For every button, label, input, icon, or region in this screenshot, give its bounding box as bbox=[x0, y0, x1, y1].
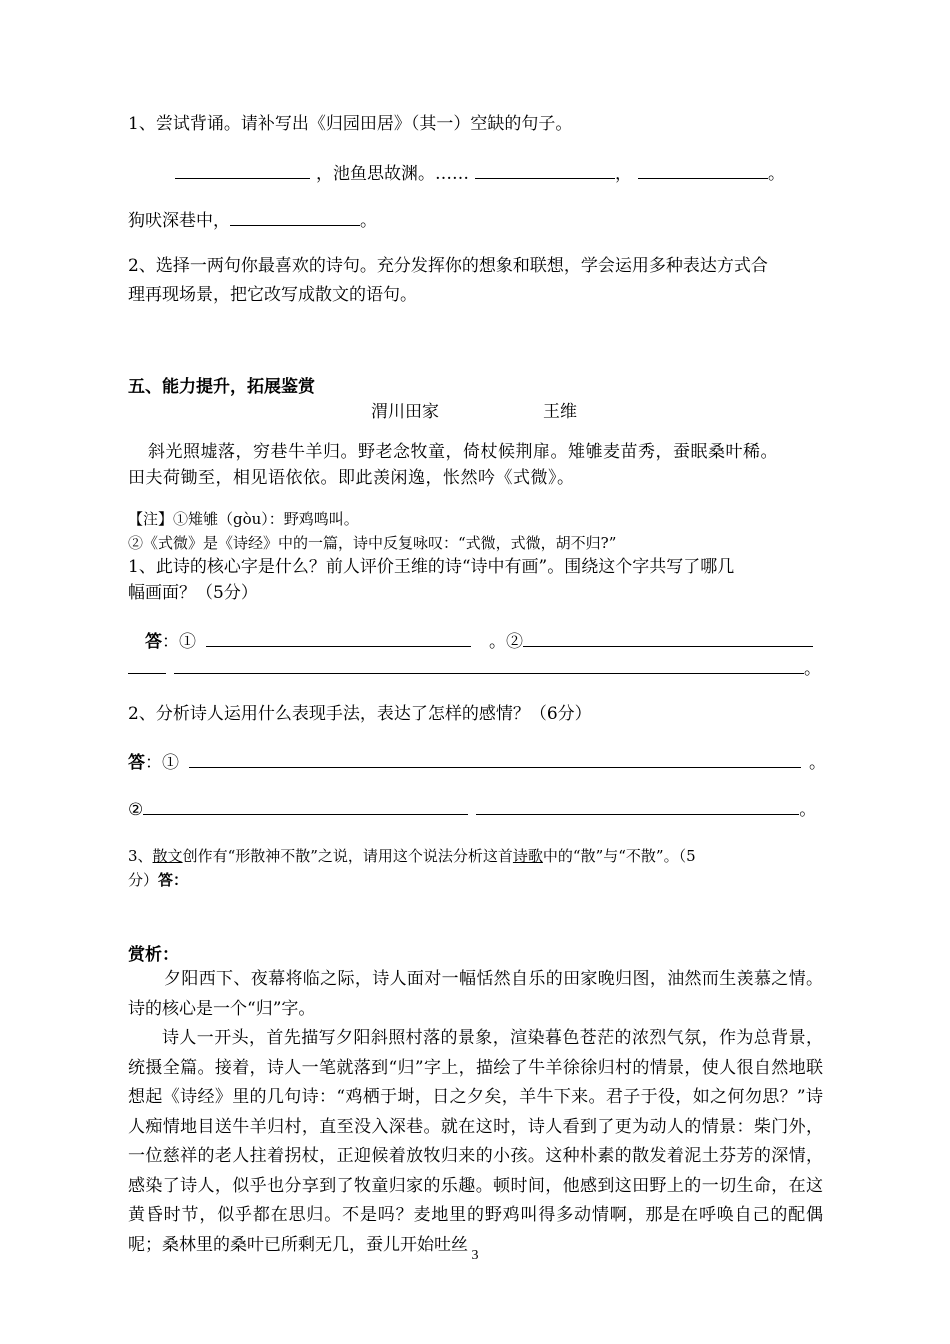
poem-author: 王维 bbox=[543, 402, 577, 422]
q3-word-poem: 诗歌 bbox=[512, 847, 543, 865]
question-2: 2、分析诗人运用什么表现手法，表达了怎样的感情？（6分） bbox=[128, 704, 592, 724]
fill-text-mid: ，池鱼思故渊。…… bbox=[316, 164, 469, 184]
dog-line-end: 。 bbox=[360, 211, 377, 231]
question-1-line1: 1、此诗的核心字是什么？前人评价王维的诗“诗中有画”。围绕这个字共写了哪几 bbox=[128, 557, 735, 577]
mark-2: ② bbox=[128, 800, 144, 820]
note-2: ②《式微》是《诗经》中的一篇，诗中反复咏叹：“式微，式微，胡不归?” bbox=[128, 534, 617, 552]
poem-line-1: 斜光照墟落，穷巷牛羊归。野老念牧童，倚杖候荆扉。雉雊麦苗秀，蚕眠桑叶稀。 bbox=[148, 442, 778, 462]
dog-line-start: 狗吠深巷中， bbox=[128, 211, 230, 231]
answer-2-line2 bbox=[128, 797, 816, 821]
q3-number: 3、 bbox=[128, 847, 153, 865]
section-heading: 五、能力提升，拓展鉴赏 bbox=[128, 377, 315, 397]
q3-tail: 中的“散”与“不散”。（5 bbox=[542, 847, 696, 865]
period: 。 bbox=[804, 659, 821, 679]
answer-label: 答 bbox=[128, 753, 145, 773]
note-1: 【注】①雉雊（gòu）：野鸡鸣叫。 bbox=[128, 510, 359, 528]
answer-1-blank-c[interactable] bbox=[128, 656, 166, 674]
answer-label: 答 bbox=[145, 632, 162, 652]
question-3-line1 bbox=[128, 845, 696, 867]
q3-score-end: 分） bbox=[128, 871, 159, 889]
answer-label: 答： bbox=[158, 871, 189, 889]
answer-1-blank-d[interactable] bbox=[174, 656, 804, 674]
q3-word-prose: 散文 bbox=[152, 847, 183, 865]
q3-middle: 创作有“形散神不散”之说，请用这个说法分析这首 bbox=[182, 847, 513, 865]
blank-1[interactable] bbox=[175, 161, 310, 179]
fill-blank-line bbox=[175, 161, 785, 185]
fill-end: 。 bbox=[768, 164, 785, 184]
answer-1-blank-a[interactable] bbox=[206, 629, 471, 647]
question-rewrite-line1: 2、选择一两句你最喜欢的诗句。充分发挥你的想象和联想，学会运用多种表达方式合 bbox=[128, 256, 768, 276]
question-1-line2: 幅画面？（5分） bbox=[128, 583, 258, 603]
appreciation-heading: 赏析： bbox=[128, 945, 179, 965]
answer-2-blank-a[interactable] bbox=[189, 750, 801, 768]
page-number: 3 bbox=[471, 1248, 479, 1263]
dot-mark-2: 。② bbox=[489, 632, 523, 652]
appreciation-paragraph-1: 夕阳西下、夜幕将临之际，诗人面对一幅恬然自乐的田家晚归图，油然而生羡慕之情。诗的核心是一个“归”字。 bbox=[128, 969, 823, 1019]
blank-3[interactable] bbox=[638, 161, 768, 179]
answer-2-line1 bbox=[128, 750, 826, 774]
fill-sep: ， bbox=[615, 164, 632, 184]
poem-line-2: 田夫荷锄至，相见语依依。即此羡闲逸，怅然吟《式微》。 bbox=[128, 468, 575, 488]
poem-title: 渭川田家 bbox=[371, 402, 439, 422]
blank-2[interactable] bbox=[475, 161, 615, 179]
colon: ： bbox=[162, 632, 179, 652]
answer-1-line bbox=[145, 629, 813, 653]
answer-1-blank-b[interactable] bbox=[523, 629, 813, 647]
answer-1-line2 bbox=[128, 656, 821, 680]
answer-2-blank-c[interactable] bbox=[476, 797, 799, 815]
period: 。 bbox=[799, 800, 817, 820]
mark-1: ① bbox=[179, 632, 196, 652]
blank-4[interactable] bbox=[230, 208, 360, 226]
question-rewrite-line2: 理再现场景，把它改写成散文的语句。 bbox=[128, 285, 417, 305]
period: 。 bbox=[809, 753, 826, 773]
answer-2-blank-b[interactable] bbox=[143, 797, 468, 815]
appreciation-paragraph-2: 诗人一开头，首先描写夕阳斜照村落的景象，渲染暮色苍茫的浓烈气氛，作为总背景，统摄全篇。接着，诗人一笔就落到“归”字上，描绘了牛羊徐徐归村的情景，使人很自然地联想起《诗经》里的几句诗：“鸡栖于埘，日之夕矣，羊牛下来。君子于役，如之何勿思？”诗人痴情地目送牛羊归村，直至没入深巷。就在这时，诗人看到了更为动人的情景：柴门外，一位慈祥的老人拄着拐杖，正迎候着放牧归来的小孩。这种朴素的散发着泥土芬芳的深情，感染了诗人，似乎也分享到了牧童归家的乐趣。顿时间，他感到这田野上的一切生命，在这黄昏时节，似乎都在思归。不是吗？麦地里的野鸡叫得多动情啊，那是在呼唤自己的配偶呢；桑林里的桑叶已所剩无几，蚕儿开始吐丝 bbox=[128, 1028, 823, 1255]
dog-bark-line bbox=[128, 208, 377, 232]
question-3-line2 bbox=[128, 869, 188, 891]
mark-1: ① bbox=[162, 753, 179, 773]
question-recite: 1、尝试背诵。请补写出《归园田居》（其一）空缺的句子。 bbox=[128, 114, 573, 134]
colon: ： bbox=[145, 753, 162, 773]
